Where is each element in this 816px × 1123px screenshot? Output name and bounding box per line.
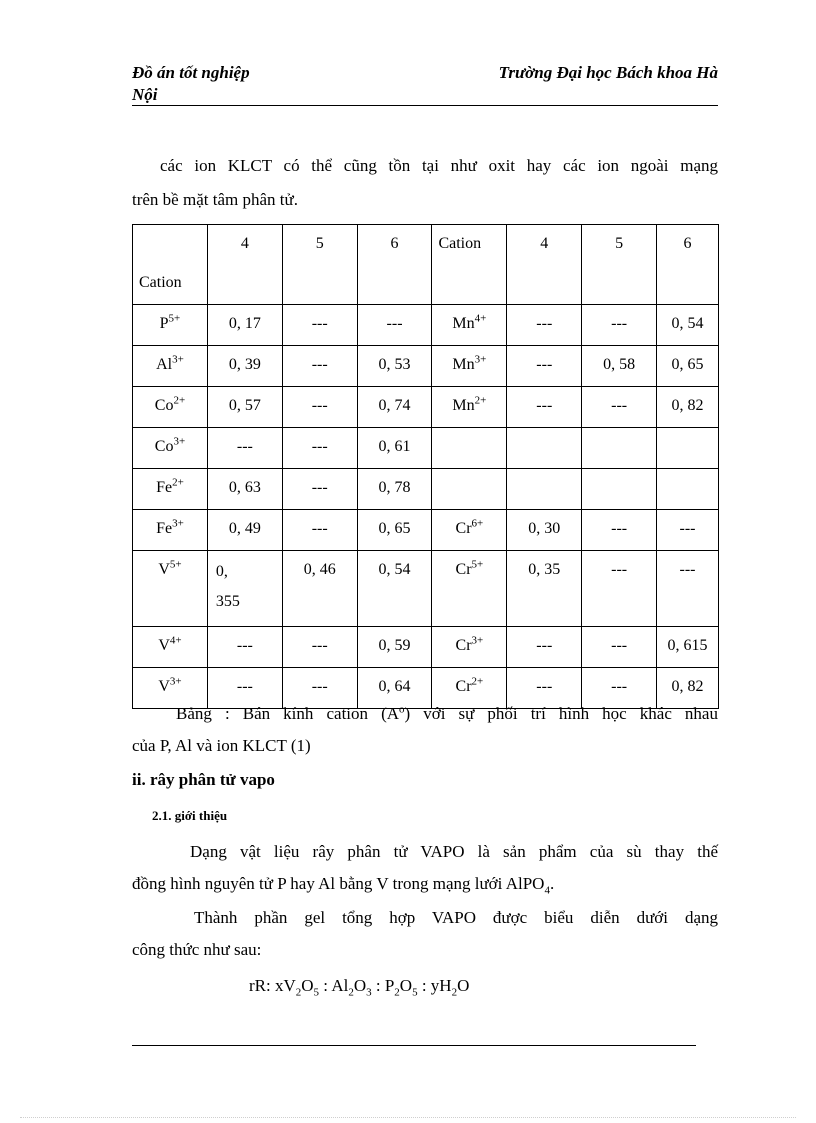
ion-cell: $V^{5+}$ bbox=[133, 551, 208, 627]
table-row bbox=[133, 387, 719, 428]
ion-cell: $Cr^{5+}$ bbox=[432, 551, 507, 627]
value-cell: 0, 35 bbox=[507, 551, 582, 627]
value-cell bbox=[507, 428, 582, 469]
value-cell: --- bbox=[582, 387, 657, 428]
value-cell: 0, 49 bbox=[207, 510, 282, 551]
value-cell: --- bbox=[282, 510, 357, 551]
table-header-row bbox=[133, 225, 719, 305]
ion-cell: $P^{5+}$ bbox=[133, 305, 208, 346]
value-cell: 0, 74 bbox=[357, 387, 432, 428]
value-cell: --- bbox=[582, 627, 657, 668]
value-cell: --- bbox=[507, 627, 582, 668]
ion-cell: $Fe^{3+}$ bbox=[133, 510, 208, 551]
value-cell: 0, 39 bbox=[207, 346, 282, 387]
value-cell: 0, 53 bbox=[357, 346, 432, 387]
value-cell: 0, 46 bbox=[282, 551, 357, 627]
value-cell bbox=[507, 469, 582, 510]
value-cell bbox=[582, 469, 657, 510]
ion-cell: $Co^{2+}$ bbox=[133, 387, 208, 428]
para2-line-1: Thành phần gel tổng hợp VAPO được biểu diễn dưới dạng bbox=[194, 908, 718, 927]
ion-cell: $Mn^{4+}$ bbox=[432, 305, 507, 346]
table-row bbox=[133, 627, 719, 668]
table-row bbox=[133, 346, 719, 387]
para1-line-2: đồng hình nguyên tử P hay Al bằng V trong mạng lưới AlPO$_4$. bbox=[132, 874, 555, 897]
value-cell: --- bbox=[507, 346, 582, 387]
value-cell: --- bbox=[657, 510, 719, 551]
value-cell bbox=[657, 428, 719, 469]
value-line: 355 bbox=[215, 593, 240, 610]
ion-cell: $Mn^{2+}$ bbox=[432, 387, 507, 428]
table-row bbox=[133, 428, 719, 469]
table-row bbox=[133, 510, 719, 551]
value-cell: --- bbox=[207, 428, 282, 469]
value-cell: 0, 54 bbox=[657, 305, 719, 346]
value-cell: 0, 65 bbox=[657, 346, 719, 387]
header-left-line1: Đồ án tốt nghiệp bbox=[132, 63, 250, 82]
ion-cell bbox=[432, 428, 507, 469]
table-caption-line-2: của P, Al và ion KLCT (1) bbox=[132, 736, 311, 755]
table-row bbox=[133, 469, 719, 510]
value-cell: --- bbox=[582, 668, 657, 709]
ion-cell: $V^{4+}$ bbox=[133, 627, 208, 668]
value-cell: --- bbox=[507, 305, 582, 346]
ion-cell: $V^{3+}$ bbox=[133, 668, 208, 709]
value-cell: --- bbox=[582, 551, 657, 627]
value-cell: --- bbox=[282, 627, 357, 668]
value-cell: --- bbox=[282, 346, 357, 387]
value-cell: --- bbox=[507, 668, 582, 709]
value-cell: --- bbox=[207, 627, 282, 668]
value-cell bbox=[207, 551, 282, 627]
page-bottom-edge bbox=[20, 1117, 796, 1118]
gel-formula: rR: $xV_2O_5$ : $Al_2O_3$ : $P_2O_5$ : $yH_2O$ bbox=[249, 976, 470, 999]
ion-cell: $Co^{3+}$ bbox=[133, 428, 208, 469]
header-col: 6 bbox=[657, 225, 719, 305]
value-cell: 0, 59 bbox=[357, 627, 432, 668]
value-cell: 0, 64 bbox=[357, 668, 432, 709]
value-cell: 0, 82 bbox=[657, 668, 719, 709]
section-heading-ii: ii. rây phân tử vapo bbox=[132, 770, 275, 789]
ion-cell: $Cr^{2+}$ bbox=[432, 668, 507, 709]
value-cell: 0, 58 bbox=[582, 346, 657, 387]
value-cell: 0, 65 bbox=[357, 510, 432, 551]
value-cell: 0, 54 bbox=[357, 551, 432, 627]
value-cell: 0, 63 bbox=[207, 469, 282, 510]
value-cell: 0, 61 bbox=[357, 428, 432, 469]
ion-cell: $Cr^{3+}$ bbox=[432, 627, 507, 668]
value-cell: 0, 78 bbox=[357, 469, 432, 510]
ion-cell: $Fe^{2+}$ bbox=[133, 469, 208, 510]
value-cell: 0, 615 bbox=[657, 627, 719, 668]
value-cell: --- bbox=[657, 551, 719, 627]
para2-line-2: công thức như sau: bbox=[132, 940, 262, 959]
value-cell: --- bbox=[582, 305, 657, 346]
value-cell bbox=[657, 469, 719, 510]
value-cell: 0, 30 bbox=[507, 510, 582, 551]
header-left bbox=[132, 62, 250, 106]
ion-cell: $Cr^{6+}$ bbox=[432, 510, 507, 551]
value-cell: --- bbox=[357, 305, 432, 346]
subsection-heading-2-1: 2.1. giới thiệu bbox=[152, 808, 228, 823]
header-col: 4 bbox=[207, 225, 282, 305]
header-right: Trường Đại học Bách khoa Hà bbox=[498, 63, 718, 82]
footer-divider bbox=[132, 1045, 696, 1046]
header-cation-left: Cation bbox=[133, 225, 208, 305]
value-line: 0, bbox=[215, 563, 228, 580]
ion-cell bbox=[432, 469, 507, 510]
ion-cell: $Al^{3+}$ bbox=[133, 346, 208, 387]
value-cell bbox=[582, 428, 657, 469]
intro-line-1: các ion KLCT có thể cũng tồn tại như oxit hay các ion ngoài mạng bbox=[160, 156, 718, 175]
header-col: 5 bbox=[282, 225, 357, 305]
header-left-line2: Nội bbox=[132, 85, 158, 104]
header-col: 4 bbox=[507, 225, 582, 305]
value-cell: 0, 57 bbox=[207, 387, 282, 428]
para1-line-1: Dạng vật liệu rây phân tử VAPO là sản phẩm của sù thay thế bbox=[190, 842, 718, 861]
value-cell: --- bbox=[207, 668, 282, 709]
table-row bbox=[133, 305, 719, 346]
table-row bbox=[133, 551, 719, 627]
value-cell: --- bbox=[282, 428, 357, 469]
value-cell: 0, 82 bbox=[657, 387, 719, 428]
cation-radius-table bbox=[132, 224, 719, 709]
value-cell: --- bbox=[282, 387, 357, 428]
value-cell: --- bbox=[282, 305, 357, 346]
header-divider bbox=[132, 105, 718, 106]
value-cell: --- bbox=[282, 668, 357, 709]
intro-line-2: trên bề mặt tâm phân tử. bbox=[132, 190, 298, 209]
header-col: 5 bbox=[582, 225, 657, 305]
table-caption-line-1: Bảng : Bán kính cation $(A^o)$ với sự phối trí hình học khác nhau bbox=[176, 703, 718, 723]
header-col: 6 bbox=[357, 225, 432, 305]
value-cell: --- bbox=[282, 469, 357, 510]
value-cell: --- bbox=[582, 510, 657, 551]
ion-cell: $Mn^{3+}$ bbox=[432, 346, 507, 387]
value-cell: 0, 17 bbox=[207, 305, 282, 346]
value-cell: --- bbox=[507, 387, 582, 428]
header-cation-right: Cation bbox=[432, 225, 507, 305]
